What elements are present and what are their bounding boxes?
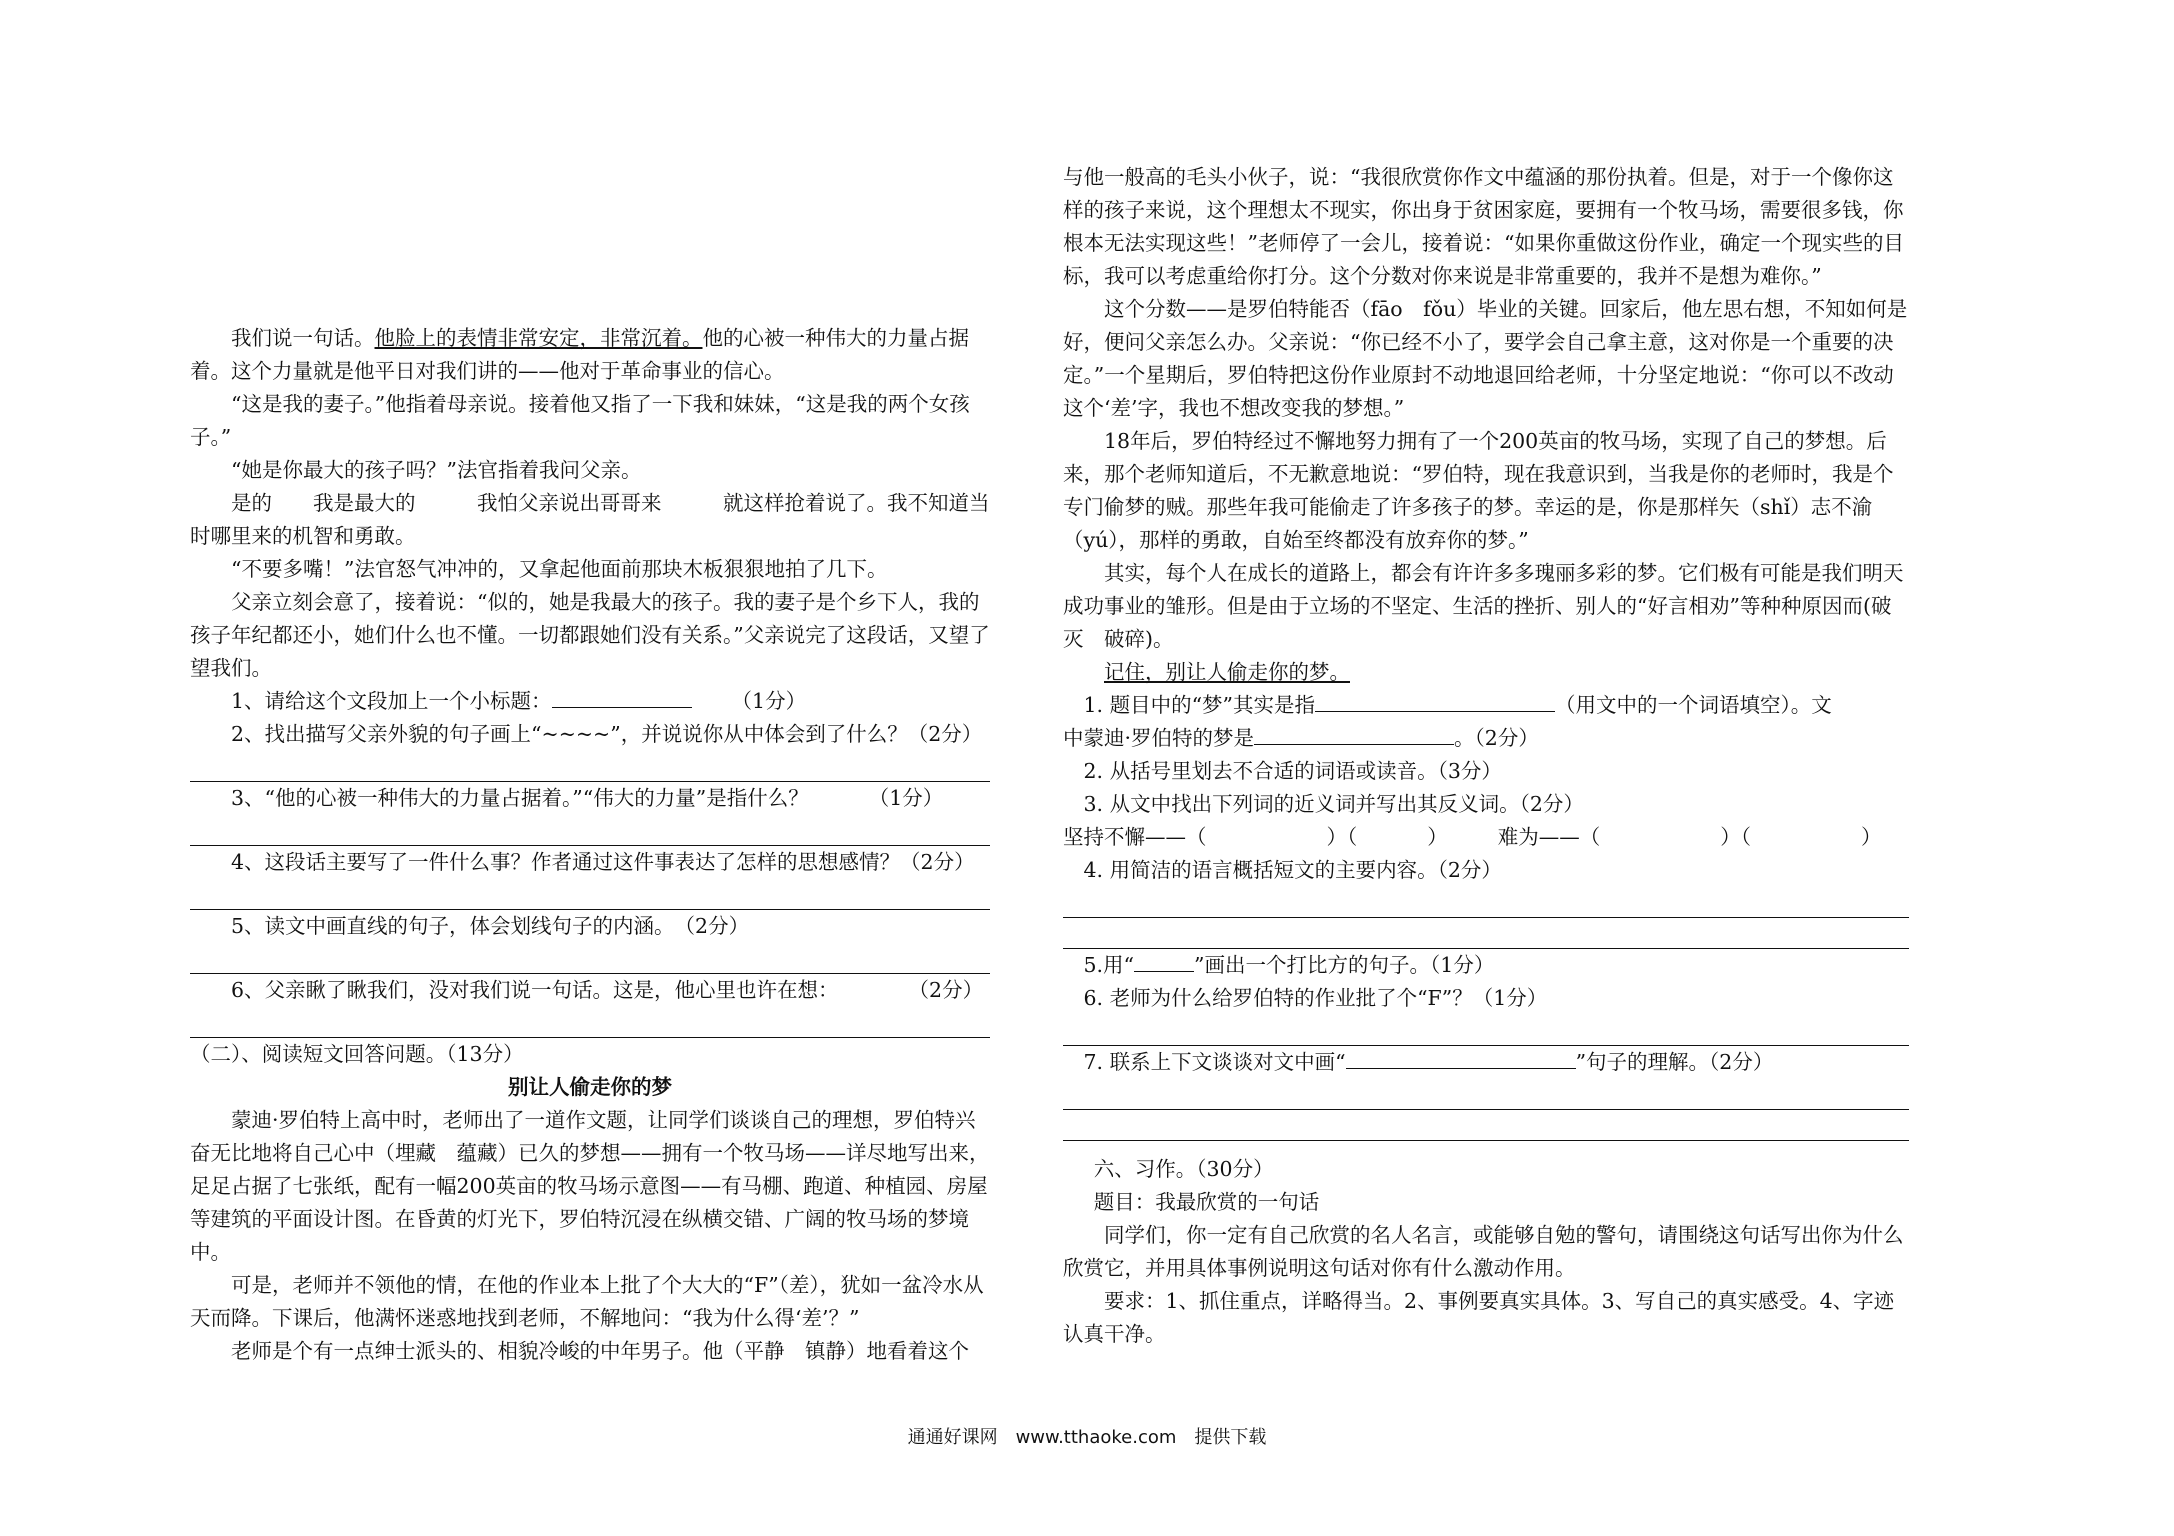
question-2: 2、找出描写父亲外貌的句子画上“~~~~”，并说说你从中体会到了什么？（2分） <box>231 722 983 746</box>
underlined-sentence: 记住，别让人偷走你的梦。 <box>1104 660 1350 684</box>
answer-line[interactable] <box>1063 1110 1909 1141</box>
answer-blank[interactable] <box>1346 1046 1576 1069</box>
page-footer: 通通好课网 www.tthaoke.com 提供下载 <box>907 1427 1267 1448</box>
question-1 <box>1063 689 1909 722</box>
essay-topic: 题目：我最欣赏的一句话 <box>1093 1190 1320 1214</box>
story-title: 别让人偷走你的梦 <box>508 1075 672 1099</box>
question-text: 5.用“ <box>1083 953 1135 977</box>
passage-paragraph: 父亲立刻会意了，接着说：“似的，她是我最大的孩子。我的妻子是个乡下人，我的孩子年纪都还小，她们什么也不懂。一切都跟她们没有关系。”父亲说完了这段话，又望了望我们。 <box>190 590 990 680</box>
underlined-sentence: 他脸上的表情非常安定，非常沉着。 <box>374 326 703 350</box>
answer-blank[interactable] <box>1254 722 1454 745</box>
answer-line[interactable] <box>1063 1015 1909 1046</box>
question-2: 2. 从括号里划去不合适的词语或读音。（3分） <box>1083 759 1502 783</box>
answer-line[interactable] <box>190 1007 990 1038</box>
right-column <box>1063 161 1909 1351</box>
question-4: 4. 用简洁的语言概括短文的主要内容。（2分） <box>1083 858 1502 882</box>
question-3 <box>190 782 990 815</box>
question-text: 6、父亲瞅了瞅我们，没对我们说一句话。这是，他心里也许在想： <box>231 978 839 1002</box>
question-text: 1、请给这个文段加上一个小标题： <box>231 689 552 713</box>
answer-line[interactable] <box>190 879 990 910</box>
question-3-answers <box>1063 821 1909 854</box>
question-3: 3. 从文中找出下列词的近义词并写出其反义词。（2分） <box>1083 792 1584 816</box>
story-paragraph: 这个分数——是罗伯特能否（fāo fǒu）毕业的关键。回家后，他左思右想，不知如何是好，便问父亲怎么办。父亲说：“你已经不小了，要学会自己拿主意，这对你是一个重要的决定。”一个星期后，罗伯特把这份作业原封不动地退回给老师，十分坚定地说：“你可以不改动这个‘差’字，我也不想改变我的梦想。” <box>1063 297 1908 420</box>
question-score: （1分） <box>868 786 944 810</box>
answer-line[interactable] <box>1063 1079 1909 1110</box>
question-7 <box>1063 1046 1909 1079</box>
answer-line[interactable] <box>1063 918 1909 949</box>
essay-requirements: 要求：1、抓住重点，详略得当。2、事例要真实具体。3、写自己的真实感受。4、字迹认真干净。 <box>1063 1289 1895 1346</box>
answer-line[interactable] <box>1063 887 1909 918</box>
question-text: （用文中的一个词语填空）。文 <box>1555 693 1832 717</box>
essay-instructions: 同学们，你一定有自己欣赏的名人名言，或能够自勉的警句，请围绕这句话写出你为什么欣赏它，并用具体事例说明这句话对你有什么激动作用。 <box>1063 1223 1904 1280</box>
section-heading: 六、习作。（30分） <box>1093 1157 1274 1181</box>
question-text: 7. 联系上下文谈谈对文中画“ <box>1083 1050 1346 1074</box>
question-4: 4、这段话主要写了一件什么事？作者通过这件事表达了怎样的思想感情？（2分） <box>231 850 975 874</box>
question-1 <box>190 685 990 718</box>
word-label: 坚持不懈——（ <box>1063 825 1207 849</box>
question-text: 1. 题目中的“梦”其实是指 <box>1083 693 1316 717</box>
story-paragraph: 其实，每个人在成长的道路上，都会有许许多多瑰丽多彩的梦。它们极有可能是我们明天成功事业的雏形。但是由于立场的不坚定、生活的挫折、别人的“好言相劝”等种种原因而(破灭 破碎)。 <box>1063 561 1904 651</box>
passage-paragraph: “她是你最大的孩子吗？”法官指着我问父亲。 <box>231 458 642 482</box>
question-5: 5、读文中画直线的句子，体会划线句子的内涵。 （2分） <box>231 914 750 938</box>
story-paragraph: 可是，老师并不领他的情，在他的作业本上批了个大大的“F”（差），犹如一盆冷水从天而降。下课后，他满怀迷惑地找到老师，不解地问：“我为什么得‘差’？” <box>190 1273 984 1330</box>
passage-paragraph: “这是我的妻子。”他指着母亲说。接着他又指了一下我和妹妹，“这是我的两个女孩子。” <box>190 392 970 449</box>
question-text: ”画出一个打比方的句子。（1分） <box>1194 953 1495 977</box>
story-paragraph <box>1063 656 1909 689</box>
question-text: 中蒙迪·罗伯特的梦是 <box>1063 726 1255 750</box>
story-paragraph: 18年后，罗伯特经过不懈地努力拥有了一个200英亩的牧马场，实现了自己的梦想。后来，那个老师知道后，不无歉意地说：“罗伯特，现在我意识到，当我是你的老师时，我是个专门偷梦的贼。那些年我可能偷走了许多孩子的梦。幸运的是，你是那样矢（shǐ）志不渝（yú），那样的勇敢，自始至终都没有放弃你的梦。” <box>1063 429 1894 552</box>
left-column <box>190 322 990 1368</box>
question-1-cont <box>1063 722 1909 755</box>
story-paragraph: 蒙迪·罗伯特上高中时，老师出了一道作文题，让同学们谈谈自己的理想，罗伯特兴奋无比地将自己心中（埋藏 蕴藏）已久的梦想——拥有一个牧马场——详尽地写出来，足足占据了七张纸，配有一幅200英亩的牧马场示意图——有马棚、跑道、种植园、房屋等建筑的平面设计图。在昏黄的灯光下，罗伯特沉浸在纵横交错、广阔的牧马场的梦境中。 <box>190 1108 990 1264</box>
answer-line[interactable] <box>190 751 990 782</box>
text-span: 他的心被一种伟大的力量占据着。这个力量就是他平日对我们讲的——他对于革命事业的信心。 <box>190 326 969 383</box>
bracket: ） <box>1427 825 1448 849</box>
question-text: 。（2分） <box>1454 726 1539 750</box>
passage-paragraph: “不要多嘴！”法官怒气冲冲的，又拿起他面前那块木板狠狠地拍了几下。 <box>231 557 888 581</box>
answer-line[interactable] <box>190 815 990 846</box>
text-span: 我们说一句话。 <box>231 326 375 350</box>
answer-blank[interactable] <box>1134 949 1194 972</box>
story-paragraph: 老师是个有一点绅士派头的、相貌冷峻的中年男子。他（平静 镇静）地看着这个 <box>231 1339 969 1363</box>
question-score: （1分） <box>731 689 807 713</box>
answer-line[interactable] <box>190 943 990 974</box>
question-text: 3、“他的心被一种伟大的力量占据着。”“伟大的力量”是指什么？ <box>231 786 809 810</box>
answer-blank[interactable] <box>552 685 692 708</box>
word-label: 难为——（ <box>1497 825 1601 849</box>
passage-paragraph <box>190 322 990 388</box>
section-heading: （二）、阅读短文回答问题。（13分） <box>190 1042 524 1066</box>
bracket: ）（ <box>1720 825 1751 849</box>
answer-blank[interactable] <box>1315 689 1555 712</box>
question-6: 6. 老师为什么给罗伯特的作业批了个“F”？（1分） <box>1083 986 1548 1010</box>
question-5 <box>1063 949 1909 982</box>
bracket: ） <box>1861 825 1882 849</box>
question-6 <box>190 974 990 1007</box>
question-score: （2分） <box>908 978 984 1002</box>
story-paragraph: 与他一般高的毛头小伙子，说：“我很欣赏你作文中蕴涵的那份执着。但是，对于一个像你这样的孩子来说，这个理想太不现实，你出身于贫困家庭，要拥有一个牧马场，需要很多钱，你根本无法实现这些！”老师停了一会儿，接着说：“如果你重做这份作业，确定一个现实些的目标，我可以考虑重给你打分。这个分数对你来说是非常重要的，我并不是想为难你。” <box>1063 165 1904 288</box>
bracket: ）（ <box>1326 825 1358 849</box>
passage-paragraph: 是的 我是最大的 我怕父亲说出哥哥来 就这样抢着说了。我不知道当时哪里来的机智和勇敢。 <box>190 491 990 548</box>
question-text: ”句子的理解。（2分） <box>1575 1050 1774 1074</box>
